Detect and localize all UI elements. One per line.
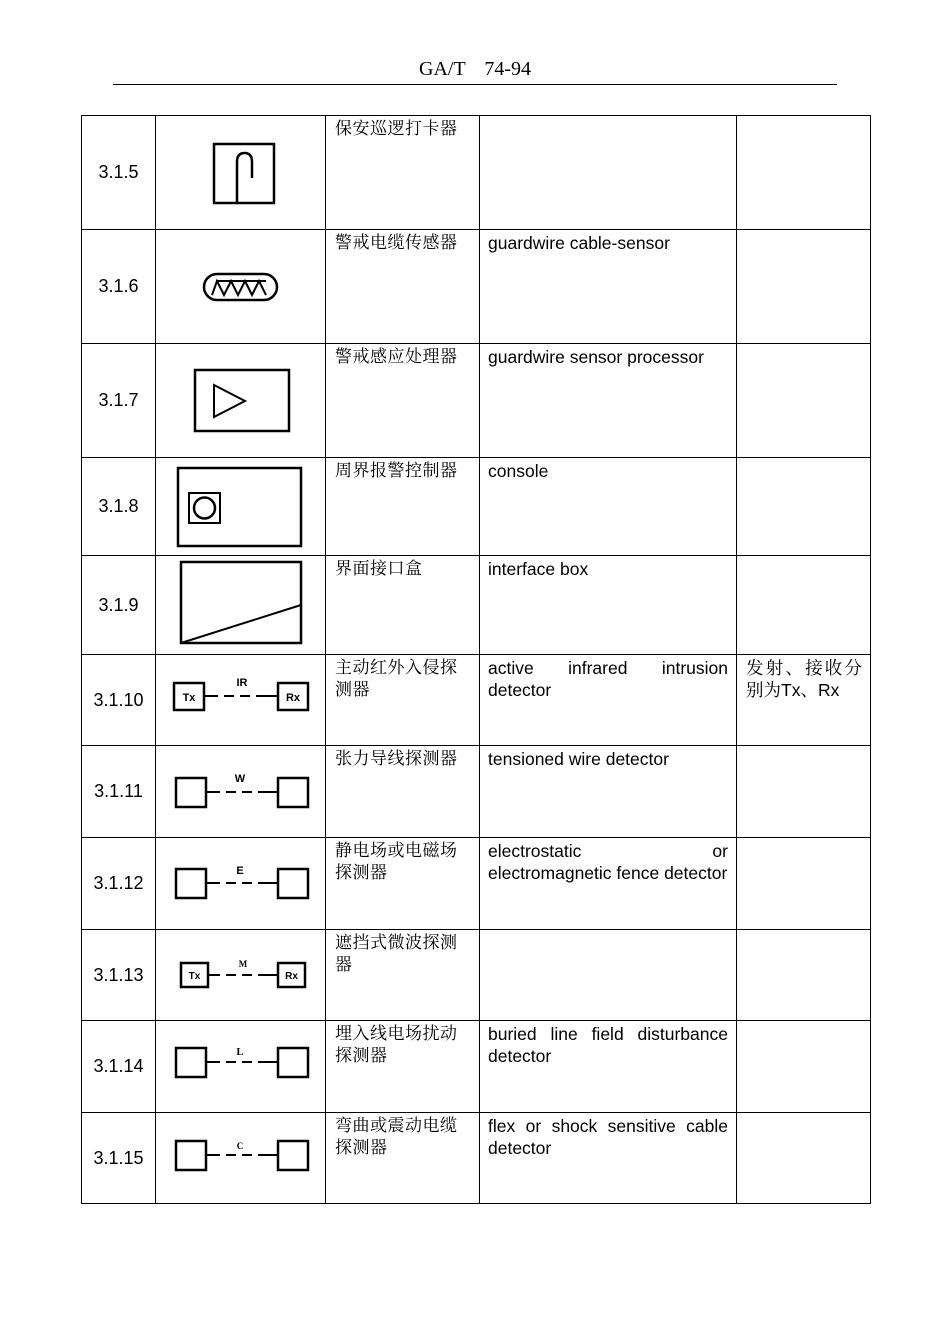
name-en: electrostatic or electromagnetic fence detector <box>480 838 737 930</box>
note <box>737 838 871 930</box>
ir-label: IR <box>236 677 248 689</box>
symbol-cell <box>156 116 326 230</box>
item-number: 3.1.6 <box>82 230 156 344</box>
name-cn: 张力导线探测器 <box>326 746 480 838</box>
symbol-table <box>81 115 871 1204</box>
symbol-cell <box>156 1113 326 1204</box>
name-en <box>480 930 737 1021</box>
note <box>737 1113 871 1204</box>
tx-label: Tx <box>182 692 196 704</box>
rx-label: Rx <box>285 692 301 704</box>
name-en <box>480 116 737 230</box>
item-number: 3.1.8 <box>82 458 156 556</box>
e-label: E <box>236 865 244 877</box>
name-cn: 界面接口盒 <box>326 556 480 655</box>
note <box>737 230 871 344</box>
table-row <box>82 746 871 838</box>
name-cn: 埋入线电场扰动探测器 <box>326 1021 480 1113</box>
item-number: 3.1.5 <box>82 116 156 230</box>
item-number: 3.1.7 <box>82 344 156 458</box>
symbol-cell <box>156 838 326 930</box>
m-label: M <box>238 959 248 969</box>
table-row <box>82 556 871 655</box>
note <box>737 746 871 838</box>
item-number: 3.1.11 <box>82 746 156 838</box>
name-en: buried line field disturbance detector <box>480 1021 737 1113</box>
name-en: active infrared intrusion detector <box>480 655 737 746</box>
interface-box-icon <box>156 556 326 654</box>
flex-shock-cable-detector-icon <box>156 1113 326 1203</box>
note <box>737 1021 871 1113</box>
name-en: interface box <box>480 556 737 655</box>
name-cn: 主动红外入侵探测器 <box>326 655 480 746</box>
note <box>737 116 871 230</box>
guardwire-cable-sensor-icon <box>156 230 326 343</box>
name-en: guardwire cable-sensor <box>480 230 737 344</box>
note: 发射、接收分别为Tx、Rx <box>737 655 871 746</box>
note <box>737 556 871 655</box>
table-row <box>82 230 871 344</box>
buried-line-detector-icon <box>156 1021 326 1112</box>
name-cn: 静电场或电磁场探测器 <box>326 838 480 930</box>
name-cn: 保安巡逻打卡器 <box>326 116 480 230</box>
symbol-cell <box>156 655 326 746</box>
header-rule <box>113 84 837 85</box>
active-infrared-detector-icon <box>156 655 326 745</box>
symbol-cell <box>156 930 326 1021</box>
symbol-cell <box>156 556 326 655</box>
symbol-cell <box>156 1021 326 1113</box>
symbol-cell <box>156 746 326 838</box>
l-label: L <box>236 1046 244 1058</box>
guardwire-sensor-processor-icon <box>156 344 326 457</box>
note <box>737 458 871 556</box>
item-number: 3.1.10 <box>82 655 156 746</box>
item-number: 3.1.9 <box>82 556 156 655</box>
item-number: 3.1.12 <box>82 838 156 930</box>
name-cn: 弯曲或震动电缆探测器 <box>326 1113 480 1204</box>
table-row <box>82 1113 871 1204</box>
name-en: console <box>480 458 737 556</box>
table-row <box>82 344 871 458</box>
perimeter-alarm-console-icon <box>156 458 326 555</box>
tensioned-wire-detector-icon <box>156 746 326 837</box>
name-cn: 周界报警控制器 <box>326 458 480 556</box>
name-en: tensioned wire detector <box>480 746 737 838</box>
item-number: 3.1.15 <box>82 1113 156 1204</box>
table-row <box>82 838 871 930</box>
name-en: flex or shock sensitive cable detector <box>480 1113 737 1204</box>
table-row <box>82 930 871 1021</box>
barrier-microwave-detector-icon <box>156 930 326 1020</box>
table-row <box>82 1021 871 1113</box>
page-header: GA/T 74-94 <box>419 58 531 80</box>
table-row <box>82 655 871 746</box>
symbol-cell <box>156 344 326 458</box>
name-cn: 警戒电缆传感器 <box>326 230 480 344</box>
symbol-cell <box>156 458 326 556</box>
name-cn: 警戒感应处理器 <box>326 344 480 458</box>
tx-label: Tx <box>188 971 201 982</box>
electrostatic-fence-detector-icon <box>156 838 326 929</box>
symbol-cell <box>156 230 326 344</box>
item-number: 3.1.13 <box>82 930 156 1021</box>
rx-label: Rx <box>285 971 298 982</box>
w-label: W <box>234 773 246 785</box>
guard-patrol-punch-clock-icon <box>156 116 326 229</box>
table-row <box>82 458 871 556</box>
c-label: C <box>236 1141 244 1151</box>
item-number: 3.1.14 <box>82 1021 156 1113</box>
name-en: guardwire sensor processor <box>480 344 737 458</box>
note <box>737 930 871 1021</box>
note <box>737 344 871 458</box>
name-cn: 遮挡式微波探测器 <box>326 930 480 1021</box>
table-row <box>82 116 871 230</box>
